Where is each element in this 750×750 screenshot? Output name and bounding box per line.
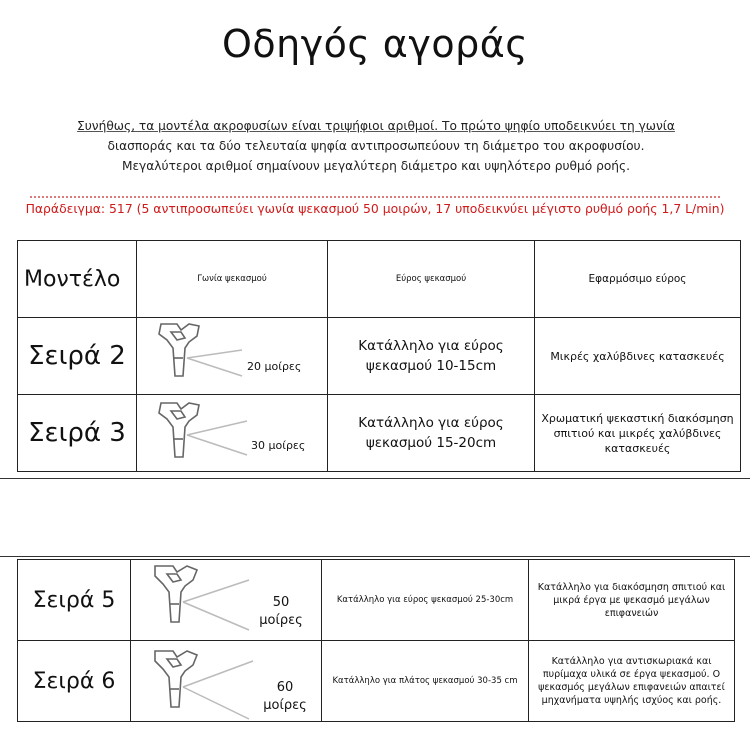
intro-line-1: Συνήθως, τα μοντέλα ακροφυσίων είναι τριψήφιοι αριθμοί. Το πρώτο ψηφίο υποδεικνύει τη γωνία xyxy=(77,119,675,133)
divider-line xyxy=(0,478,750,479)
table-row xyxy=(18,641,735,722)
intro-line-2: διασποράς και τα δύο τελευταία ψηφία αντιπροσωπεύουν τη διάμετρο του ακροφυσίου. xyxy=(107,139,645,153)
angle-label xyxy=(255,679,315,715)
series-label: Σειρά 5 xyxy=(18,560,131,641)
nozzle-table-bottom xyxy=(17,559,735,722)
table-row xyxy=(18,560,735,641)
angle-unit: μοίρες xyxy=(263,698,307,713)
spray-nozzle-icon xyxy=(137,395,327,471)
usage-cell: Κατάλληλο για αντισκωριακά και πυρίμαχα υλικά σε έργα ψεκασμού. Ο ψεκασμός μεγάλων επιφανειών απαιτεί μηχανήματα υψηλής ισχύος και ροής. xyxy=(529,641,735,722)
angle-cell xyxy=(131,641,322,722)
angle-cell xyxy=(137,395,328,472)
range-cell: Κατάλληλο για εύρος ψεκασμού 10-15cm xyxy=(328,318,535,395)
intro-line-3: Μεγαλύτεροι αριθμοί σημαίνουν μεγαλύτερη διάμετρο και υψηλότερο ρυθμό ροής. xyxy=(121,159,631,173)
series-label: Σειρά 2 xyxy=(18,318,137,395)
spray-nozzle-icon xyxy=(137,318,327,394)
divider-line xyxy=(0,556,750,557)
angle-value: 60 xyxy=(276,680,294,695)
range-cell: Κατάλληλο για εύρος ψεκασμού 15-20cm xyxy=(328,395,535,472)
angle-label xyxy=(251,594,311,630)
example-note: Παράδειγμα: 517 (5 αντιπροσωπεύει γωνία ψεκασμού 50 μοιρών, 17 υποδεικνύει μέγιστο ρυθμό ροής 1,7 L/min) xyxy=(25,201,725,216)
angle-cell xyxy=(137,318,328,395)
nozzle-table-top xyxy=(17,240,741,472)
angle-value: 50 xyxy=(272,595,290,610)
range-cell: Κατάλληλο για εύρος ψεκασμού 25-30cm xyxy=(322,560,529,641)
angle-label: 20 μοίρες xyxy=(247,360,302,373)
usage-cell: Κατάλληλο για διακόσμηση σπιτιού και μικρά έργα με ψεκασμό μεγάλων επιφανειών xyxy=(529,560,735,641)
page-title: Οδηγός αγοράς xyxy=(221,22,529,66)
intro-text xyxy=(20,116,732,176)
angle-unit: μοίρες xyxy=(259,613,303,628)
series-label: Σειρά 3 xyxy=(18,395,137,472)
header-model: Μοντέλο xyxy=(18,241,137,318)
usage-cell: Χρωματική ψεκαστική διακόσμηση σπιτιού και μικρές χαλύβδινες κατασκευές xyxy=(535,395,741,472)
range-cell: Κατάλληλο για πλάτος ψεκασμού 30-35 cm xyxy=(322,641,529,722)
header-range: Εύρος ψεκασμού xyxy=(328,241,535,318)
table-row xyxy=(18,395,741,472)
series-label: Σειρά 6 xyxy=(18,641,131,722)
angle-label: 30 μοίρες xyxy=(251,439,306,452)
table-row xyxy=(18,318,741,395)
angle-cell xyxy=(131,560,322,641)
header-usage: Εφαρμόσιμο εύρος xyxy=(535,241,741,318)
header-angle: Γωνία ψεκασμού xyxy=(137,241,328,318)
usage-cell: Μικρές χαλύβδινες κατασκευές xyxy=(535,318,741,395)
